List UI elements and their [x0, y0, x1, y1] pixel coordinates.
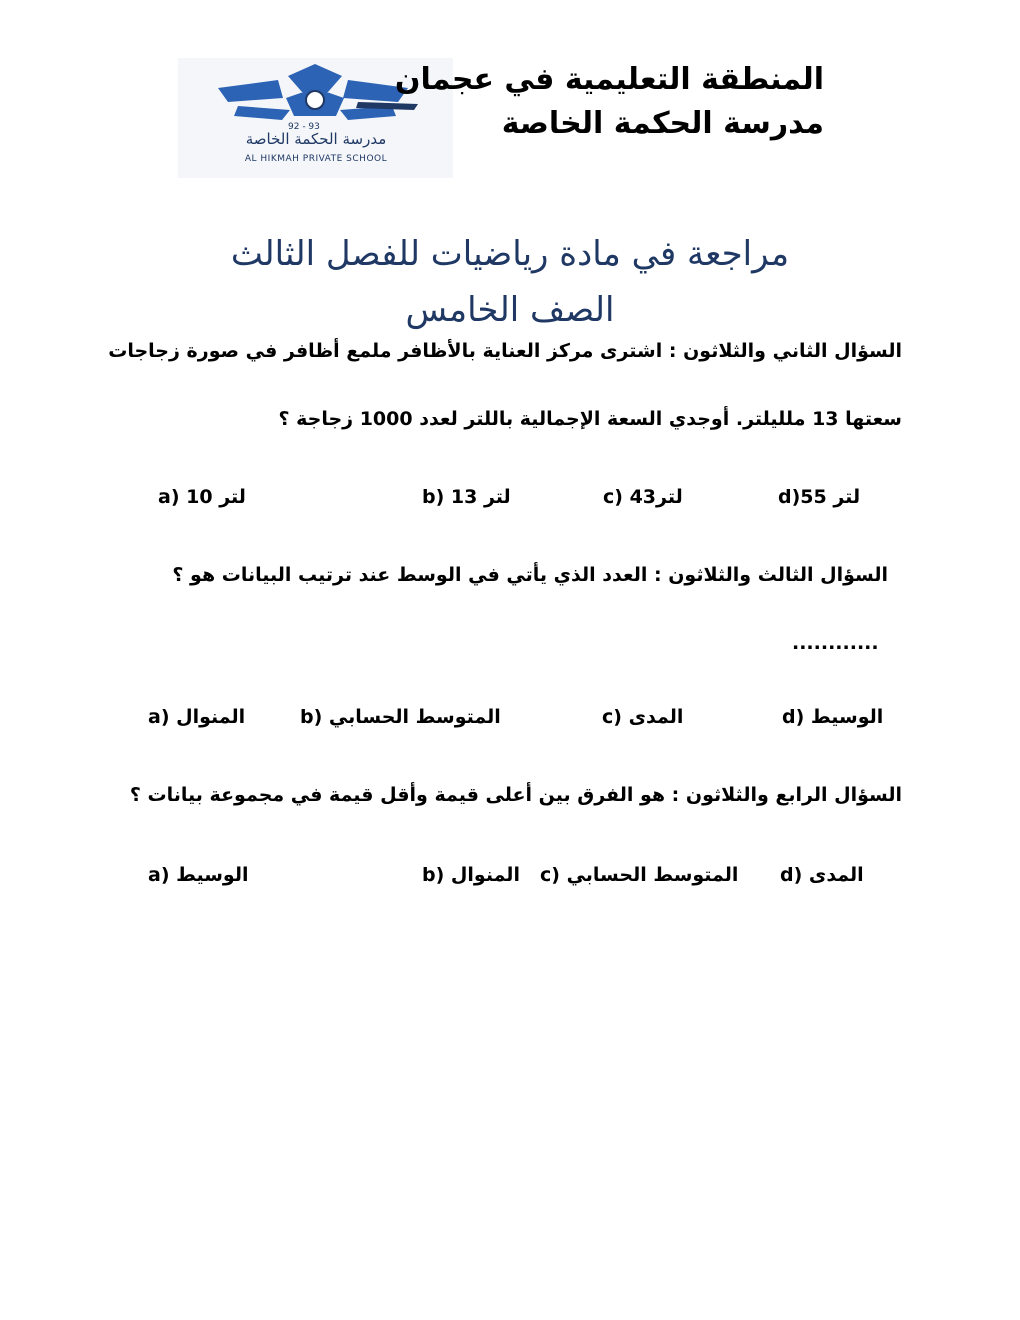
- page-title: مراجعة في مادة رياضيات للفصل الثالث: [230, 234, 790, 274]
- q32-option-d: d)لتر 55: [778, 486, 861, 508]
- logo-english-name: AL HIKMAH PRIVATE SCHOOL: [244, 154, 388, 164]
- q32-option-a: a) لتر 10: [158, 486, 246, 508]
- question-34-line1: السؤال الرابع والثلاثون : هو الفرق بين أعلى قيمة وأقل قيمة في مجموعة بيانات ؟: [129, 784, 902, 806]
- q34-option-d: d) المدى: [780, 864, 864, 886]
- q33-option-c: c) المدى: [602, 706, 684, 728]
- logo-arabic-name: مدرسة الحكمة الخاصة: [245, 130, 387, 148]
- q34-option-a: a) الوسيط: [148, 864, 249, 886]
- logo-years: 92 - 93: [288, 122, 320, 132]
- q33-option-b: b) المتوسط الحسابي: [300, 706, 501, 728]
- q32-option-c: c) لتر43: [603, 486, 683, 508]
- page-subtitle: الصف الخامس: [405, 290, 615, 330]
- question-32-line2: سعتها 13 ملليلتر. أوجدي السعة الإجمالية باللتر لعدد 1000 زجاجة ؟: [278, 408, 902, 430]
- question-32-line1: السؤال الثاني والثلاثون : اشترى مركز العناية بالأظافر ملمع أظافر في صورة زجاجات: [108, 340, 902, 362]
- question-33-line1: السؤال الثالث والثلاثون : العدد الذي يأتي في الوسط عند ترتيب البيانات هو ؟: [172, 564, 888, 586]
- q33-option-a: a) المنوال: [148, 706, 246, 728]
- q33-option-d: d) الوسيط: [782, 706, 884, 728]
- q34-option-c: c) المتوسط الحسابي: [540, 864, 739, 886]
- header-region: المنطقة التعليمية في عجمان: [394, 62, 824, 97]
- question-33-blank: ............: [792, 632, 879, 654]
- q32-option-b: b) لتر 13: [422, 486, 511, 508]
- header-school: مدرسة الحكمة الخاصة: [501, 106, 824, 141]
- q34-option-b: b) المنوال: [422, 864, 520, 886]
